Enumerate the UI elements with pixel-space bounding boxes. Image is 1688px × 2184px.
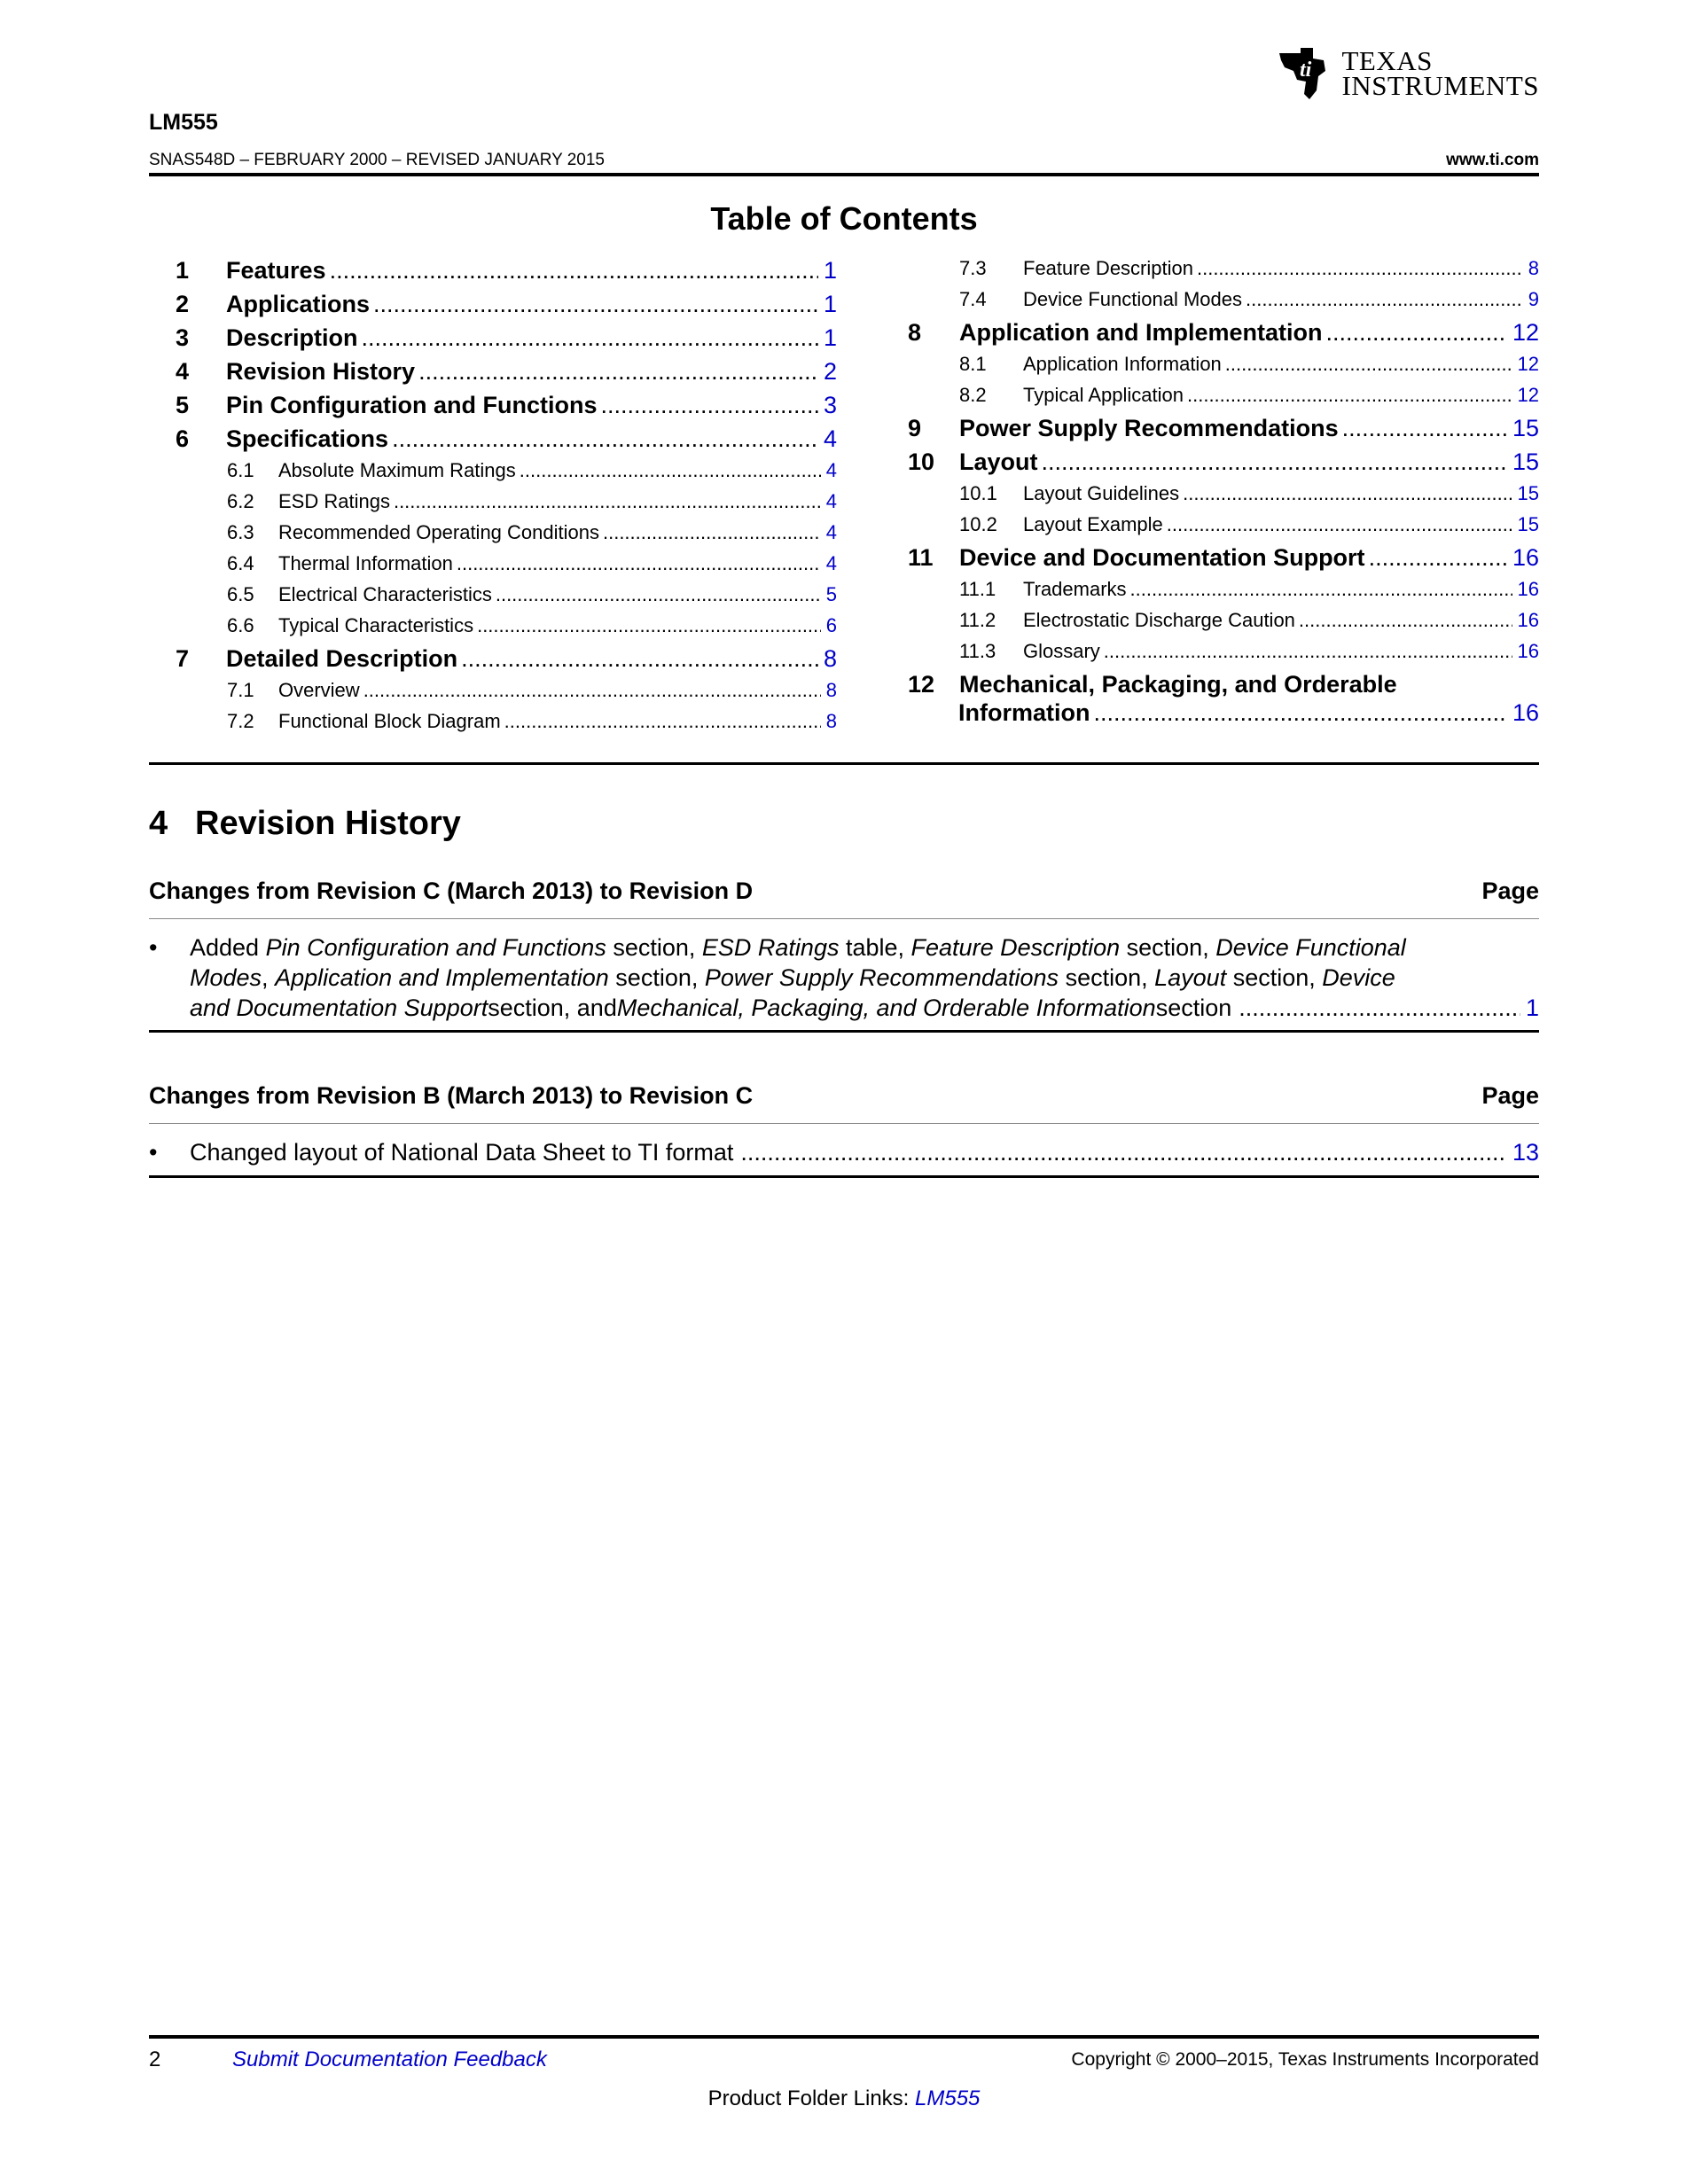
- toc-entry[interactable]: [176, 521, 837, 552]
- toc-label: Applications: [226, 291, 371, 317]
- toc-entry[interactable]: [908, 609, 1539, 640]
- toc-entry[interactable]: [908, 319, 1539, 353]
- toc-entry[interactable]: [908, 544, 1539, 578]
- toc-number: 5: [176, 392, 190, 418]
- toc-label: Mechanical, Packaging, and Orderable: [959, 671, 1397, 698]
- ti-chip-icon: [1274, 44, 1332, 103]
- toc-entry[interactable]: [176, 291, 837, 324]
- toc-label: Device Functional Modes: [1023, 288, 1243, 310]
- toc-entry[interactable]: [176, 392, 837, 425]
- toc-number: 7.2: [227, 710, 254, 732]
- logo-line-2: INSTRUMENTS: [1341, 70, 1539, 101]
- toc-page-link[interactable]: 16: [1517, 640, 1539, 662]
- toc-number: 11: [908, 544, 934, 571]
- toc-entry[interactable]: [908, 482, 1539, 513]
- site-url[interactable]: www.ti.com: [1446, 151, 1539, 169]
- submit-feedback-link[interactable]: Submit Documentation Feedback: [232, 2048, 547, 2071]
- footer-page-number: 2: [149, 2048, 161, 2071]
- section-heading-revision-history: [149, 805, 461, 843]
- logo-line-1: TEXAS: [1341, 45, 1433, 76]
- toc-entry[interactable]: [176, 257, 837, 291]
- section-title: Revision History: [195, 805, 461, 842]
- toc-entry[interactable]: [908, 640, 1539, 671]
- toc-page-link[interactable]: 15: [1512, 448, 1539, 475]
- toc-label: Typical Application: [1023, 384, 1184, 406]
- toc-number: 6.1: [227, 459, 254, 481]
- toc-number: 2: [176, 291, 190, 317]
- page-column-label: Page: [1481, 878, 1539, 904]
- toc-entry[interactable]: [908, 448, 1539, 482]
- toc-page-link[interactable]: 1: [823, 291, 837, 317]
- logo-wordmark: [1341, 45, 1539, 101]
- toc-number: 10.2: [959, 513, 997, 535]
- toc-label: Features: [226, 257, 326, 284]
- doc-number: SNAS548D – FEBRUARY 2000 – REVISED JANUARY 2015: [149, 151, 605, 169]
- toc-number: 7: [176, 645, 190, 672]
- toc-entry[interactable]: [176, 552, 837, 583]
- toc-number: 11.2: [959, 609, 996, 631]
- svg-text:ti: ti: [1300, 58, 1312, 82]
- toc-label: Application and Implementation: [959, 319, 1323, 346]
- toc-entry[interactable]: [176, 645, 837, 679]
- change-heading-rev-c: [149, 1082, 1539, 1110]
- section-number: 4: [149, 805, 168, 842]
- toc-entry[interactable]: [176, 710, 837, 741]
- footer-rule: [149, 2035, 1539, 2039]
- toc-page-link[interactable]: 16: [1512, 544, 1539, 571]
- toc-label: ESD Ratings: [278, 490, 390, 512]
- toc-label: Revision History: [226, 358, 416, 385]
- copyright: Copyright © 2000–2015, Texas Instruments Incorporated: [1071, 2049, 1539, 2070]
- toc-number: 6.3: [227, 521, 254, 543]
- change-rule-rev-c: [149, 1175, 1539, 1178]
- toc-label-cont: Information: [958, 699, 1090, 726]
- toc-entry[interactable]: [176, 324, 837, 358]
- toc-entry[interactable]: [176, 459, 837, 490]
- page-column-label: Page: [1481, 1082, 1539, 1109]
- toc-number: 8.2: [959, 384, 987, 406]
- toc-page-link[interactable]: 2: [823, 358, 837, 385]
- toc-entry[interactable]: [176, 583, 837, 614]
- toc-label: Glossary: [1023, 640, 1100, 662]
- toc-label: Power Supply Recommendations: [959, 415, 1339, 441]
- toc-label: Layout Example: [1023, 513, 1163, 535]
- toc-label: Description: [226, 324, 358, 351]
- toc-entry[interactable]: [176, 425, 837, 459]
- change-page-link[interactable]: 13: [1512, 1139, 1539, 1166]
- toc-entry[interactable]: [908, 353, 1539, 384]
- toc-page-link[interactable]: 16: [1512, 699, 1539, 726]
- toc-entry[interactable]: [176, 679, 837, 710]
- change-text: Added Pin Configuration and Functions section, ESD Ratings table, Feature Description section, Device Functional Modes, Application and Implementation section, Power Supply Recommendations section, Layout section, Device and Documentation Support section, and Mechanical, Packaging, and Orderable Information section ..... 1: [190, 932, 1539, 1023]
- toc-number: 6.4: [227, 552, 254, 574]
- toc-number: 10: [908, 448, 935, 475]
- change-head-rule: [149, 918, 1539, 919]
- toc-page-link[interactable]: 12: [1517, 353, 1539, 375]
- change-page-link[interactable]: 1: [1525, 994, 1539, 1021]
- toc-label: Absolute Maximum Ratings: [278, 459, 516, 481]
- change-text: Changed layout of National Data Sheet to TI format ..... 13: [190, 1137, 1539, 1167]
- toc-page-link[interactable]: 16: [1517, 609, 1539, 631]
- toc-number: 7.1: [227, 679, 254, 701]
- toc-number: 9: [908, 415, 922, 441]
- toc-number: 7.4: [959, 288, 987, 310]
- toc-page-link[interactable]: 8: [825, 710, 837, 732]
- lm555-link[interactable]: LM555: [915, 2086, 981, 2110]
- toc-number: 1: [176, 257, 190, 284]
- toc-page-link[interactable]: 15: [1517, 482, 1539, 504]
- toc-number: 4: [176, 358, 190, 385]
- bullet: •: [149, 934, 158, 961]
- change-rule-rev-d: [149, 1030, 1539, 1033]
- doc-title: LM555: [149, 110, 218, 135]
- toc-label: Layout Guidelines: [1023, 482, 1180, 504]
- toc-page-link[interactable]: 12: [1512, 319, 1539, 346]
- toc-label: Device and Documentation Support: [959, 544, 1365, 571]
- toc-number: 11.1: [959, 578, 996, 600]
- change-item-rev-d: [149, 932, 1539, 1023]
- toc-entry[interactable]: [176, 614, 837, 645]
- change-heading-text: Changes from Revision C (March 2013) to Revision D: [149, 878, 754, 904]
- toc-page-link[interactable]: 12: [1517, 384, 1539, 406]
- product-folder-links: [149, 2086, 1539, 2111]
- toc-page-link[interactable]: 4: [825, 521, 837, 543]
- toc-number: 3: [176, 324, 190, 351]
- toc-page-link[interactable]: 9: [1528, 288, 1539, 310]
- toc-number: 11.3: [959, 640, 996, 662]
- toc-entry[interactable]: [908, 384, 1539, 415]
- toc-label: Detailed Description: [226, 645, 458, 672]
- toc-label: Feature Description: [1023, 257, 1193, 279]
- change-head-rule: [149, 1123, 1539, 1124]
- header-rule: [149, 173, 1539, 176]
- toc-number: 6.2: [227, 490, 254, 512]
- toc-number: 6.5: [227, 583, 254, 605]
- toc-page-link[interactable]: 4: [825, 552, 837, 574]
- toc-number: 10.1: [959, 482, 997, 504]
- toc-entry[interactable]: [908, 415, 1539, 448]
- folder-label: Product Folder Links:: [707, 2086, 916, 2110]
- toc-label: Specifications: [226, 425, 389, 452]
- toc-page-link[interactable]: 4: [823, 425, 837, 452]
- toc-title: Table of Contents: [710, 200, 978, 237]
- toc-number: 12: [908, 671, 935, 698]
- toc-label: Thermal Information: [278, 552, 453, 574]
- toc-number: 7.3: [959, 257, 987, 279]
- toc-page-link[interactable]: 5: [825, 583, 837, 605]
- change-heading-text: Changes from Revision B (March 2013) to Revision C: [149, 1082, 754, 1109]
- change-item-rev-c: [149, 1137, 1539, 1167]
- toc-page-link[interactable]: 1: [823, 324, 837, 351]
- toc-number: 8: [908, 319, 922, 346]
- toc-page-link[interactable]: 15: [1517, 513, 1539, 535]
- toc-right-column: [908, 257, 1539, 733]
- toc-label: Recommended Operating Conditions: [278, 521, 599, 543]
- toc-page-link[interactable]: 4: [825, 490, 837, 512]
- toc-label: Electrostatic Discharge Caution: [1023, 609, 1295, 631]
- toc-page-link[interactable]: 16: [1517, 578, 1539, 600]
- change-heading-rev-d: [149, 878, 1539, 905]
- toc-label: Functional Block Diagram: [278, 710, 501, 732]
- toc-page-link[interactable]: 8: [823, 645, 837, 672]
- toc-label: Overview: [278, 679, 360, 701]
- toc-label: Typical Characteristics: [278, 614, 474, 636]
- toc-label: Electrical Characteristics: [278, 583, 492, 605]
- bullet: •: [149, 1139, 158, 1166]
- toc-entry[interactable]: [176, 358, 837, 392]
- toc-label: Pin Configuration and Functions: [226, 392, 598, 418]
- toc-entry[interactable]: [908, 578, 1539, 609]
- toc-label: Trademarks: [1023, 578, 1127, 600]
- toc-entry[interactable]: [908, 671, 1539, 733]
- toc-page-link[interactable]: 15: [1512, 415, 1539, 441]
- ti-logo: [1274, 44, 1539, 103]
- toc-label: Layout: [959, 448, 1038, 475]
- toc-page-link[interactable]: 1: [823, 257, 837, 284]
- toc-entry[interactable]: [908, 257, 1539, 288]
- toc-number: 8.1: [959, 353, 987, 375]
- toc-entry[interactable]: [908, 288, 1539, 319]
- document-page: [149, 0, 1539, 2184]
- toc-page-link[interactable]: 8: [825, 679, 837, 701]
- toc-entry[interactable]: [176, 490, 837, 521]
- toc-entry[interactable]: [908, 513, 1539, 544]
- toc-label: Application Information: [1023, 353, 1222, 375]
- toc-bottom-rule: [149, 762, 1539, 765]
- toc-page-link[interactable]: 3: [823, 392, 837, 418]
- toc-page-link[interactable]: 6: [825, 614, 837, 636]
- toc-number: 6: [176, 425, 190, 452]
- toc-number: 6.6: [227, 614, 254, 636]
- toc-page-link[interactable]: 4: [825, 459, 837, 481]
- toc-left-column: [176, 257, 837, 741]
- toc-page-link[interactable]: 8: [1528, 257, 1539, 279]
